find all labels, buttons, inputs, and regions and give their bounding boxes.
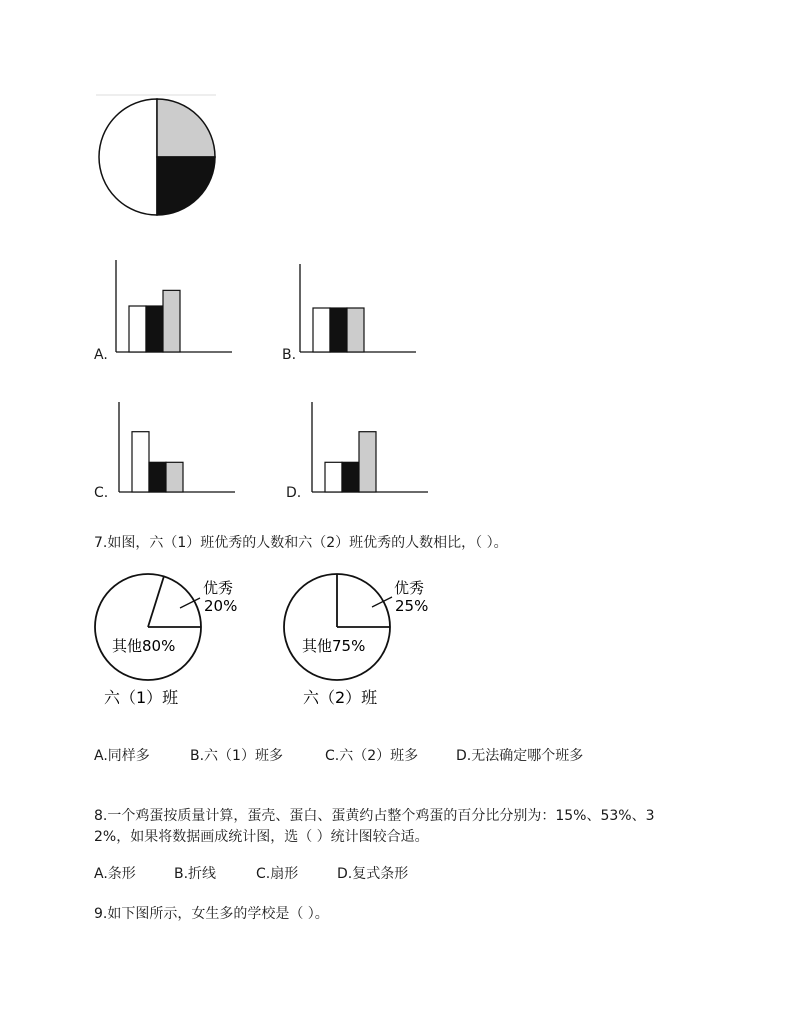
q8-text-line2: 2%，如果将数据画成统计图，选（ ）统计图较合适。 bbox=[94, 829, 429, 845]
bar-1 bbox=[330, 308, 347, 352]
bar-1 bbox=[342, 462, 359, 492]
bar-2 bbox=[166, 462, 183, 492]
q7-pie-class2 bbox=[280, 570, 440, 715]
q7-text: 7.如图，六（1）班优秀的人数和六（2）班优秀的人数相比，（ ）。 bbox=[94, 535, 508, 551]
q8-option-b[interactable]: B.折线 bbox=[174, 866, 217, 882]
pie-slice-white bbox=[99, 99, 157, 215]
option-d-bar-chart[interactable] bbox=[308, 400, 438, 498]
q6-pie-chart bbox=[90, 90, 230, 225]
q7-option-b[interactable]: B.六（1）班多 bbox=[190, 748, 283, 764]
q8-option-c[interactable]: C.扇形 bbox=[256, 866, 299, 882]
option-a-bar-chart[interactable] bbox=[112, 258, 242, 358]
class1-other-label: 其他80% bbox=[112, 637, 176, 655]
option-a-label[interactable]: A. bbox=[94, 347, 108, 363]
q8-text-line1: 8.一个鸡蛋按质量计算，蛋壳、蛋白、蛋黄约占整个鸡蛋的百分比分别为：15%、53%、3 bbox=[94, 808, 655, 824]
option-b-label[interactable]: B. bbox=[282, 347, 297, 363]
pie-slice-black bbox=[157, 157, 215, 215]
class2-excellent-label: 优秀 bbox=[394, 579, 425, 597]
q8-option-a[interactable]: A.条形 bbox=[94, 866, 136, 882]
q7-option-d[interactable]: D.无法确定哪个班多 bbox=[456, 748, 584, 764]
bar-2 bbox=[359, 432, 376, 492]
bar-0 bbox=[313, 308, 330, 352]
class1-caption: 六（1）班 bbox=[104, 688, 179, 707]
class2-excellent-value: 25% bbox=[395, 597, 429, 615]
option-b-bar-chart[interactable] bbox=[296, 262, 426, 358]
bar-2 bbox=[163, 290, 180, 352]
pie-slice-gray bbox=[157, 99, 215, 157]
q7-option-a[interactable]: A.同样多 bbox=[94, 748, 150, 764]
bar-1 bbox=[149, 462, 166, 492]
bar-1 bbox=[146, 306, 163, 352]
option-d-label[interactable]: D. bbox=[286, 485, 302, 501]
class2-caption: 六（2）班 bbox=[303, 688, 378, 707]
q9-text: 9.如下图所示，女生多的学校是（ ）。 bbox=[94, 906, 329, 922]
q7-option-c[interactable]: C.六（2）班多 bbox=[325, 748, 419, 764]
q8-option-d[interactable]: D.复式条形 bbox=[337, 866, 409, 882]
option-c-bar-chart[interactable] bbox=[115, 400, 245, 498]
class2-other-label: 其他75% bbox=[302, 637, 366, 655]
bar-0 bbox=[129, 306, 146, 352]
bar-0 bbox=[325, 462, 342, 492]
option-c-label[interactable]: C. bbox=[94, 485, 109, 501]
q7-pie-class1 bbox=[92, 570, 252, 715]
class1-excellent-label: 优秀 bbox=[203, 579, 234, 597]
bar-0 bbox=[132, 432, 149, 492]
bar-2 bbox=[347, 308, 364, 352]
class1-excellent-value: 20% bbox=[204, 597, 238, 615]
